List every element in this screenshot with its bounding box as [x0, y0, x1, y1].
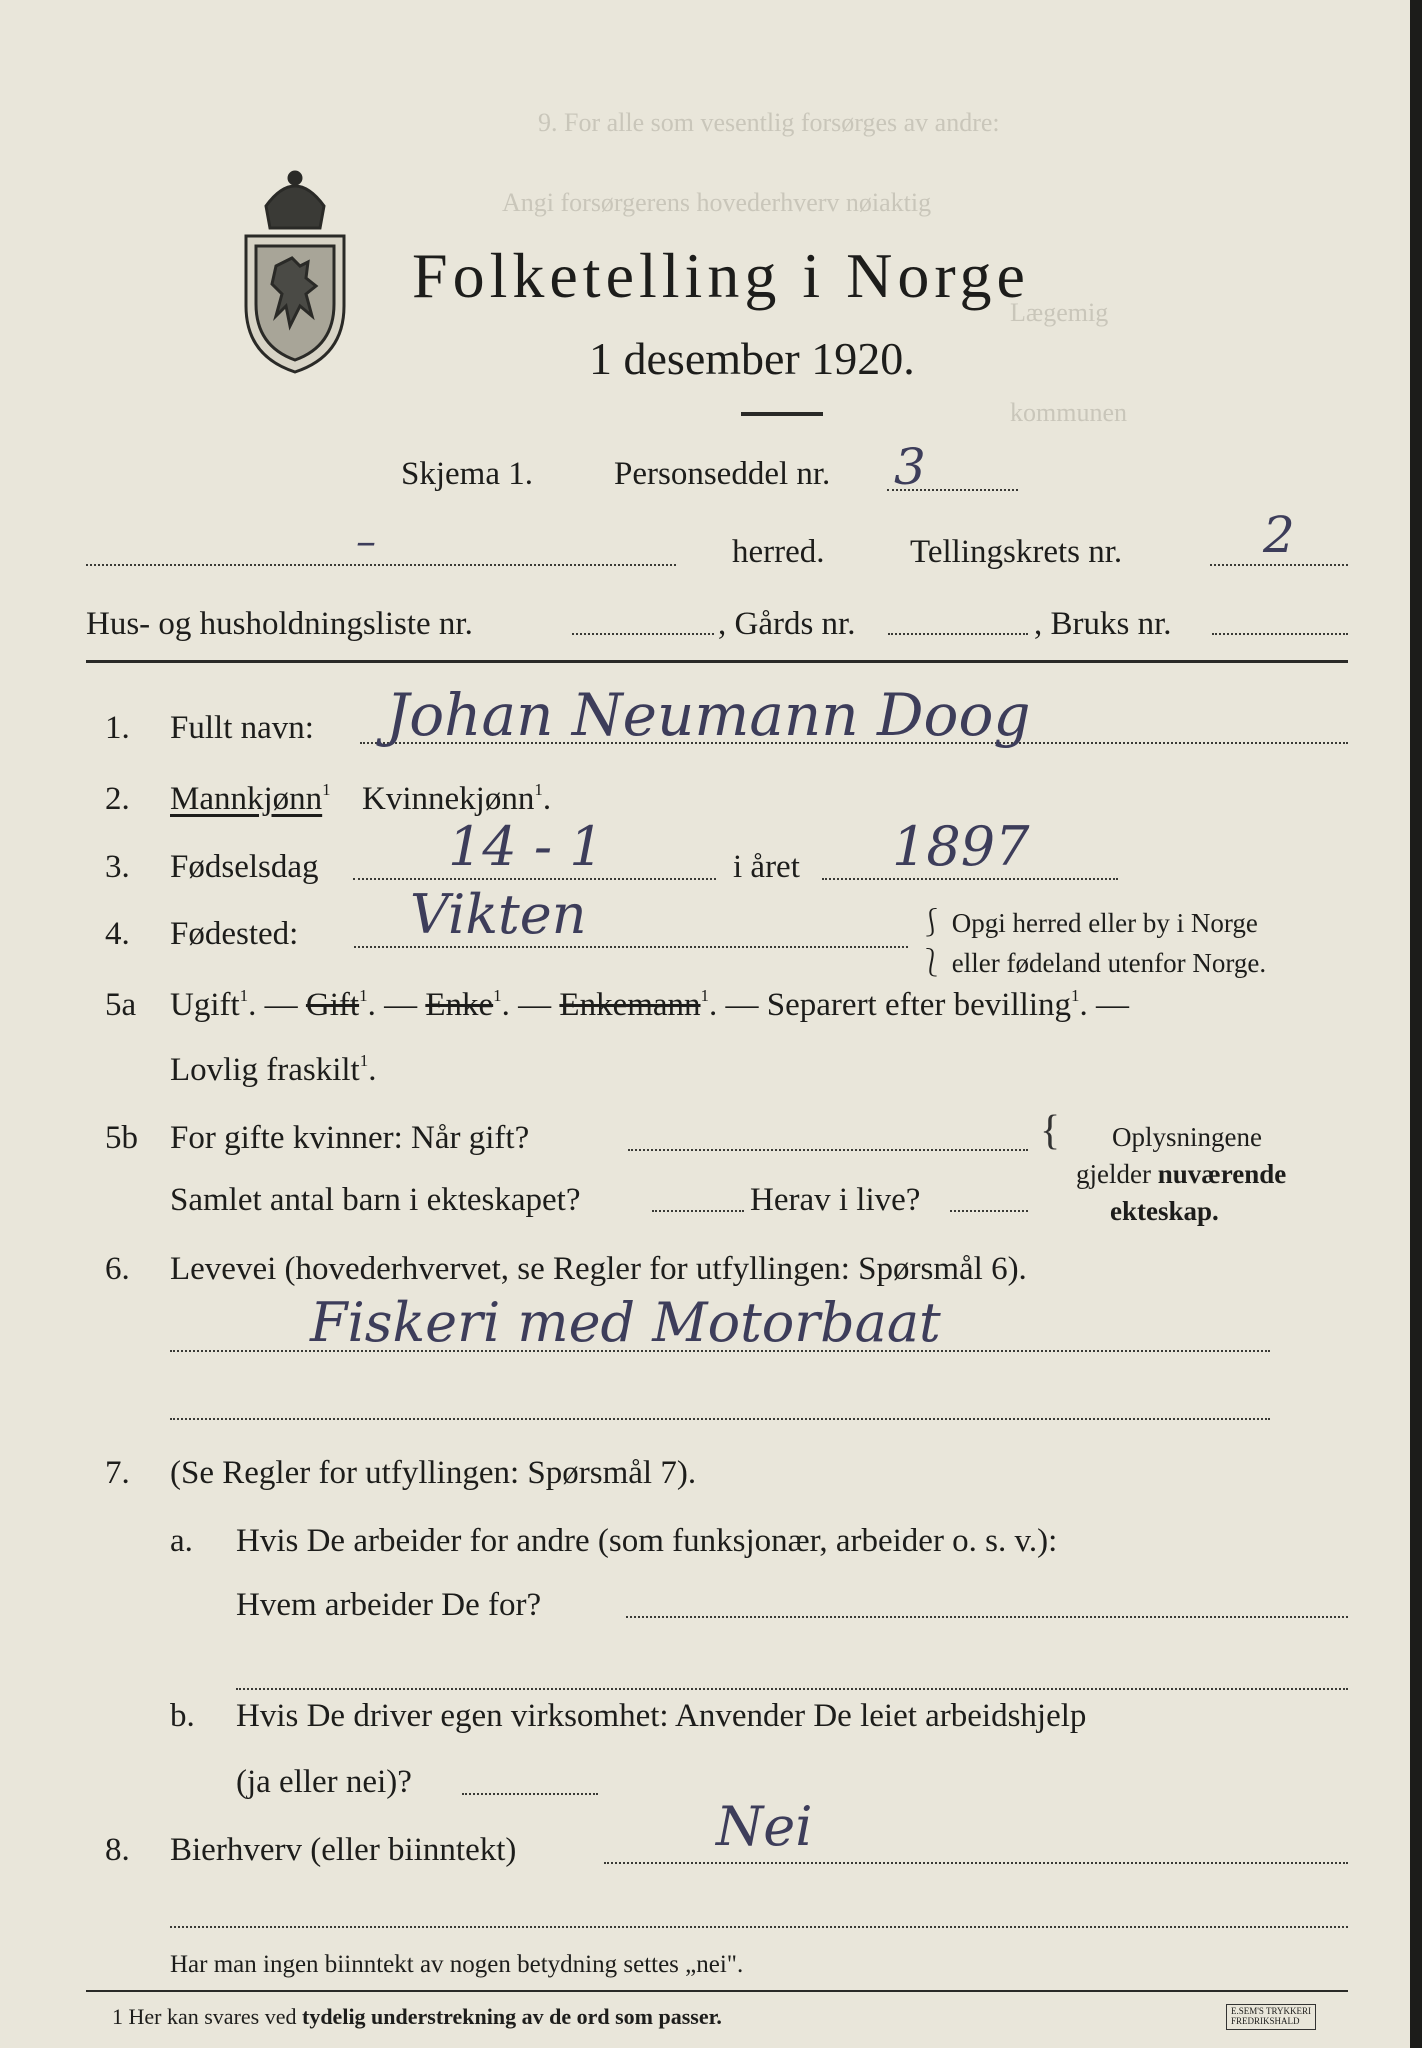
q8-number: 8.: [105, 1832, 130, 1868]
male-option[interactable]: [170, 780, 331, 817]
marital-status-options[interactable]: [170, 986, 1129, 1023]
secondary-income-field-2[interactable]: [170, 1926, 1348, 1928]
holding-number-label: , Bruks nr.: [1034, 606, 1172, 642]
footnote-mark: 1: [359, 1051, 369, 1070]
q7-number: 7.: [105, 1455, 130, 1491]
employer-field[interactable]: [626, 1616, 1348, 1618]
coat-of-arms-icon: [236, 166, 354, 376]
bleed-through-2: Angi forsørgerens hovederhverv nøiaktig: [502, 188, 932, 217]
q1-number: 1.: [105, 710, 130, 746]
female-option-label: Kvinnekjønn: [362, 781, 535, 817]
birthplace-field[interactable]: [354, 946, 908, 948]
herred-value: –: [356, 519, 376, 565]
divorced-option-label: Lovlig fraskilt: [170, 1052, 360, 1088]
holding-number-field[interactable]: [1212, 633, 1348, 635]
q4-label: Fødested:: [170, 916, 299, 952]
male-option-label: Mannkjønn: [170, 781, 323, 817]
separated-option[interactable]: Separert efter bevilling: [766, 987, 1071, 1023]
bleed-through-4: kommunen: [1010, 398, 1127, 427]
footnote: [112, 2006, 722, 2028]
q5b-number: 5b: [105, 1120, 138, 1156]
person-slip-label: Personseddel nr.: [614, 456, 831, 492]
footnote-text-b: tydelig understrekning av de ord som passer.: [302, 2004, 722, 2029]
printer-line-1: E.SEM'S TRYKKERI: [1231, 2006, 1311, 2016]
separator: . —: [501, 987, 560, 1023]
occupation-value: Fiskeri med Motorbaat: [310, 1291, 941, 1354]
q5b-note-2: [1076, 1161, 1286, 1188]
separator: . —: [248, 987, 306, 1023]
q5a-number: 5a: [105, 987, 137, 1023]
household-list-label: Hus- og husholdningsliste nr.: [86, 606, 473, 642]
herred-field[interactable]: [86, 564, 676, 566]
header-divider: [86, 660, 1348, 663]
footnote-mark: 1: [493, 986, 502, 1005]
birthday-field[interactable]: [353, 878, 716, 880]
married-option[interactable]: Gift: [305, 987, 360, 1023]
schema-label: Skjema 1.: [401, 456, 533, 492]
footnote-text-a: Her kan svares ved: [128, 2004, 297, 2029]
footnote-mark: 1: [534, 780, 543, 799]
bleed-through-1: 9. For alle som vesentlig forsørges av andre:: [538, 108, 1000, 137]
secondary-income-value: Nei: [716, 1795, 813, 1858]
secondary-income-field[interactable]: [604, 1862, 1348, 1864]
farm-number-label: , Gårds nr.: [718, 606, 856, 642]
hired-help-label: (ja eller nei)?: [236, 1764, 412, 1800]
bleed-through-3: Lægemig: [1010, 298, 1109, 327]
form-title: Folketelling i Norge: [412, 240, 1030, 311]
marriage-date-field[interactable]: [628, 1149, 1028, 1151]
brace: {: [1040, 1108, 1061, 1154]
q3-label: Fødselsdag: [170, 849, 319, 885]
q7b-text: Hvis De driver egen virksomhet: Anvender De leiet arbeidshjelp: [236, 1698, 1087, 1734]
footer-note: Har man ingen biinntekt av nogen betydning settes „nei".: [170, 1951, 744, 1978]
dot: .: [542, 781, 552, 817]
q6-number: 6.: [105, 1251, 130, 1287]
footnote-mark: 1: [239, 986, 249, 1005]
farm-number-field[interactable]: [888, 633, 1028, 635]
q7a-letter: a.: [170, 1523, 193, 1559]
footnote-mark: 1: [112, 2004, 123, 2029]
widow-option[interactable]: Enke: [425, 987, 494, 1023]
enumeration-district-field[interactable]: [1210, 564, 1348, 566]
footnote-mark: 1: [359, 986, 368, 1005]
birth-year-label: i året: [733, 849, 800, 885]
title-divider: [741, 412, 823, 416]
q2-number: 2.: [105, 781, 130, 817]
printer-stamp: [1226, 2004, 1316, 2030]
printer-line-2: FREDRIKSHALD: [1231, 2015, 1300, 2026]
birth-year-field[interactable]: [822, 878, 1118, 880]
q8-label: Bierhverv (eller biinntekt): [170, 1832, 517, 1868]
form-date: 1 desember 1920.: [589, 333, 915, 384]
footer-divider: [86, 1990, 1348, 1992]
separator: . —: [367, 987, 426, 1023]
female-option[interactable]: [362, 780, 552, 817]
full-name-value: Johan Neumann Doog: [386, 681, 1031, 749]
birth-year-value: 1897: [892, 815, 1030, 878]
footnote-mark: 1: [322, 780, 331, 799]
q5b-note-2a: gjelder: [1076, 1159, 1151, 1189]
footnote-mark: 1: [1070, 986, 1080, 1005]
separator: . —: [1079, 987, 1129, 1023]
q7a-text: Hvis De arbeider for andre (som funksjonær, arbeider o. s. v.):: [236, 1523, 1058, 1559]
occupation-field-2[interactable]: [170, 1418, 1270, 1420]
widower-option[interactable]: Enkemann: [559, 987, 701, 1023]
q7-label: (Se Regler for utfyllingen: Spørsmål 7).: [170, 1455, 697, 1491]
herred-label: herred.: [732, 534, 825, 570]
hired-help-field[interactable]: [462, 1793, 598, 1795]
household-list-field[interactable]: [572, 633, 714, 635]
q4-number: 4.: [105, 916, 130, 952]
unmarried-option[interactable]: Ugift: [170, 987, 240, 1023]
footnote-mark: 1: [700, 986, 710, 1005]
enumeration-district-label: Tellingskrets nr.: [910, 534, 1123, 570]
birthplace-value: Vikten: [410, 883, 587, 946]
employer-label: Hvem arbeider De for?: [236, 1587, 542, 1623]
birthday-value: 14 - 1: [448, 815, 604, 878]
separator: . —: [709, 987, 767, 1023]
q5b-label: For gifte kvinner: Når gift?: [170, 1120, 530, 1156]
children-alive-label: Herav i live?: [750, 1182, 921, 1218]
children-total-label: Samlet antal barn i ekteskapet?: [170, 1182, 581, 1218]
q1-label: Fullt navn:: [170, 710, 314, 746]
children-total-field[interactable]: [652, 1210, 744, 1212]
employer-field-2[interactable]: [236, 1688, 1348, 1690]
birthplace-note-1: ⎰ Opgi herred eller by i Norge: [918, 908, 1258, 938]
person-slip-value: 3: [894, 438, 926, 496]
q5b-note-2b: nuværende: [1157, 1159, 1287, 1189]
children-alive-field[interactable]: [950, 1210, 1028, 1212]
divorced-option[interactable]: [170, 1051, 377, 1088]
q7b-letter: b.: [170, 1698, 195, 1734]
birthplace-note-2: ⎱ eller fødeland utenfor Norge.: [918, 948, 1267, 978]
q3-number: 3.: [105, 849, 130, 885]
q5b-note-3: ekteskap.: [1110, 1196, 1219, 1226]
q6-label: Levevei (hovederhvervet, se Regler for utfyllingen: Spørsmål 6).: [170, 1251, 1027, 1287]
dot: .: [368, 1052, 377, 1088]
q5b-note-1: Oplysningene: [1112, 1122, 1262, 1152]
enumeration-district-value: 2: [1263, 506, 1295, 564]
